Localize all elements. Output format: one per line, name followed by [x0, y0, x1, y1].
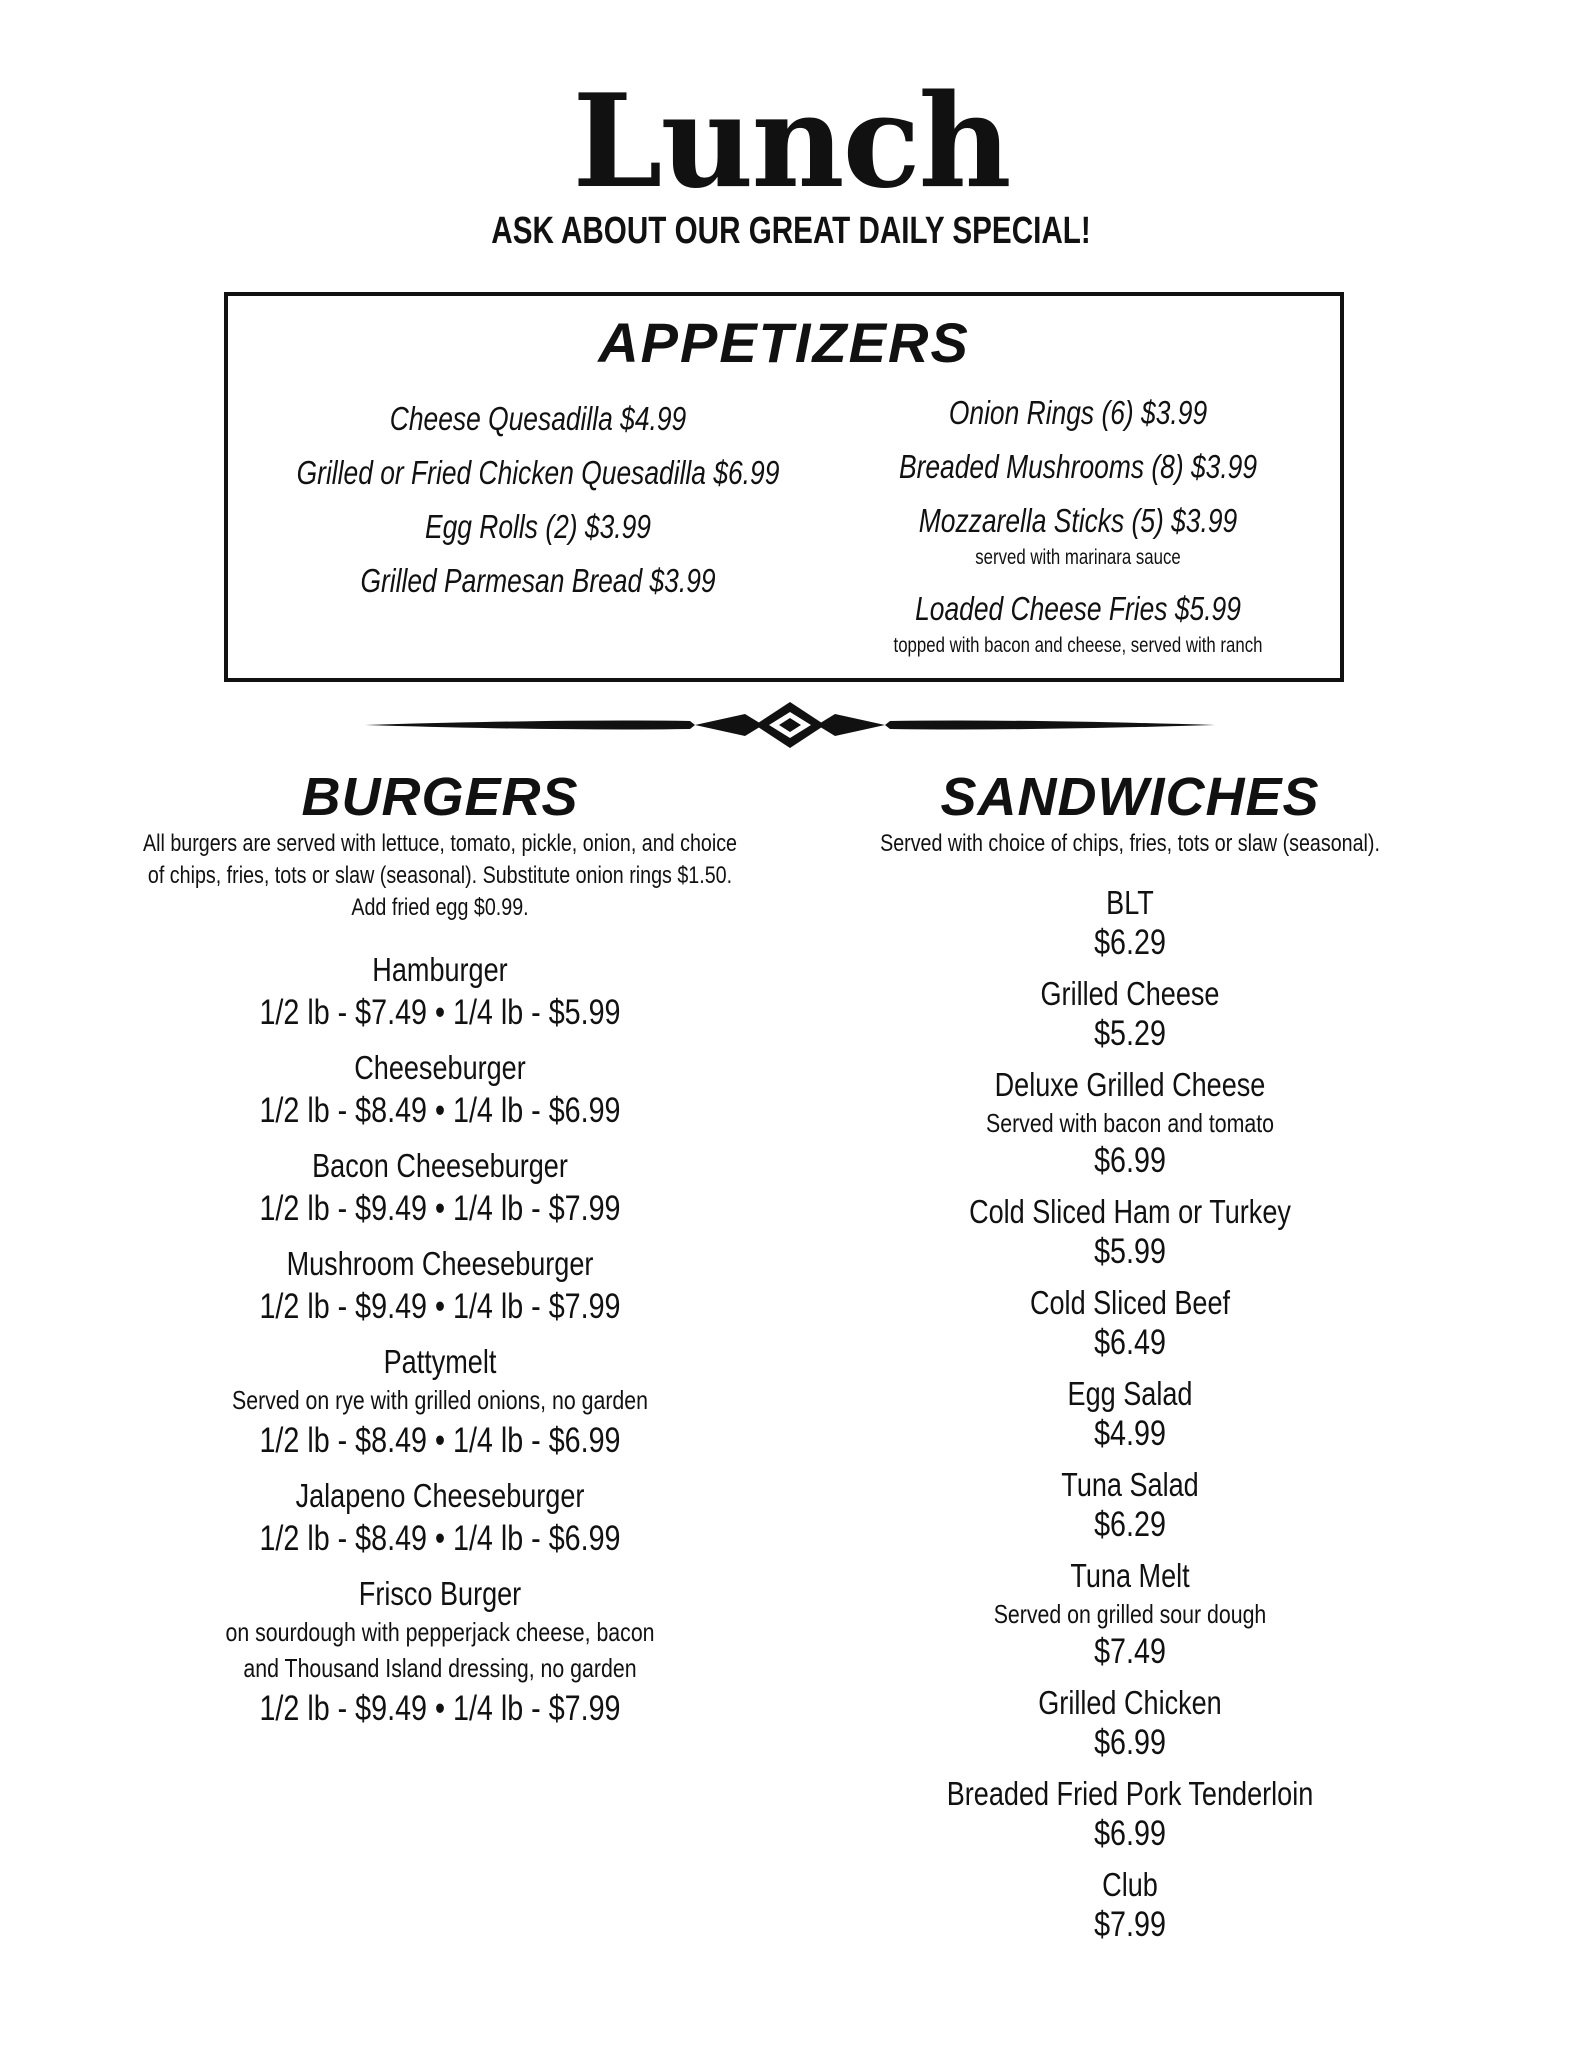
burger-price: 1/2 lb - $7.49 • 1/4 lb - $5.99 [259, 993, 621, 1032]
burger-item [100, 1476, 780, 1562]
appetizer-item: Grilled Parmesan Bread $3.99 [360, 562, 716, 599]
burger-note: on sourdough with pepperjack cheese, bacon [225, 1617, 655, 1647]
burger-item [100, 1244, 780, 1330]
appetizer-item: Mozzarella Sticks (5) $3.99 [918, 502, 1238, 539]
appetizer-item: Grilled or Fried Chicken Quesadilla $6.99 [296, 454, 780, 491]
sandwich-price: $6.49 [1094, 1323, 1166, 1362]
appetizers-left-column [228, 392, 848, 608]
sandwich-price: $6.99 [1094, 1723, 1166, 1762]
sandwich-price: $7.99 [1094, 1905, 1166, 1944]
appetizers-heading: APPETIZERS [598, 311, 970, 374]
sandwiches-list [790, 883, 1470, 1956]
burger-price: 1/2 lb - $9.49 • 1/4 lb - $7.99 [259, 1287, 621, 1326]
appetizer-note: topped with bacon and cheese, served with ranch [893, 634, 1263, 657]
sandwich-price: $6.99 [1094, 1141, 1166, 1180]
appetizers-box [224, 292, 1344, 682]
sandwich-price: $5.99 [1094, 1232, 1166, 1271]
appetizer-note: served with marinara sauce [975, 546, 1181, 569]
burger-price: 1/2 lb - $8.49 • 1/4 lb - $6.99 [259, 1519, 621, 1558]
burger-note: and Thousand Island dressing, no garden [243, 1653, 637, 1683]
sandwich-name: Cold Sliced Ham or Turkey [969, 1193, 1291, 1230]
sandwich-item [790, 1283, 1470, 1363]
sandwich-item [790, 1865, 1470, 1945]
sandwich-item [790, 1192, 1470, 1272]
burgers-description-line: Add fried egg $0.99. [351, 894, 529, 921]
burger-item [100, 1574, 780, 1732]
burger-note: Served on rye with grilled onions, no garden [232, 1385, 648, 1415]
burgers-description-line: of chips, fries, tots or slaw (seasonal). Substitute onion rings $1.50. [147, 862, 733, 889]
burgers-description [112, 828, 768, 924]
sandwich-price: $6.29 [1094, 1505, 1166, 1544]
burger-name: Mushroom Cheeseburger [286, 1245, 594, 1282]
sandwich-item [790, 883, 1470, 963]
sandwich-item [790, 1465, 1470, 1545]
burgers-description-line: All burgers are served with lettuce, tomato, pickle, onion, and choice [142, 830, 737, 857]
sandwich-note: Served with bacon and tomato [986, 1108, 1274, 1138]
sandwich-name: Deluxe Grilled Cheese [994, 1066, 1266, 1103]
burger-item [100, 950, 780, 1036]
sandwich-name: Club [1102, 1866, 1158, 1903]
burger-price: 1/2 lb - $9.49 • 1/4 lb - $7.99 [259, 1189, 621, 1228]
burger-price: 1/2 lb - $9.49 • 1/4 lb - $7.99 [259, 1689, 621, 1728]
burger-price: 1/2 lb - $8.49 • 1/4 lb - $6.99 [259, 1421, 621, 1460]
appetizer-item: Cheese Quesadilla $4.99 [389, 400, 687, 437]
sandwich-name: Grilled Chicken [1038, 1684, 1222, 1721]
burger-name: Frisco Burger [358, 1575, 522, 1612]
sandwich-item [790, 1374, 1470, 1454]
appetizer-item: Egg Rolls (2) $3.99 [425, 508, 651, 545]
page-title: Lunch [572, 67, 1010, 217]
decorative-divider [365, 700, 1215, 750]
appetizer-item: Onion Rings (6) $3.99 [948, 394, 1208, 431]
burgers-list [100, 950, 780, 1744]
burger-item [100, 1146, 780, 1232]
sandwiches-description: Served with choice of chips, fries, tots or slaw (seasonal). [880, 830, 1380, 857]
sandwich-name: Egg Salad [1067, 1375, 1193, 1412]
sandwich-price: $6.99 [1094, 1814, 1166, 1853]
sandwich-name: Cold Sliced Beef [1029, 1284, 1231, 1321]
burger-price: 1/2 lb - $8.49 • 1/4 lb - $6.99 [259, 1091, 621, 1130]
sandwich-note: Served on grilled sour dough [993, 1599, 1267, 1629]
sandwich-price: $6.29 [1094, 923, 1166, 962]
sandwich-name: Tuna Salad [1061, 1466, 1199, 1503]
sandwich-item [790, 974, 1470, 1054]
sandwiches-heading: SANDWICHES [940, 767, 1320, 827]
sandwich-name: Breaded Fried Pork Tenderloin [946, 1775, 1314, 1812]
burger-item [100, 1048, 780, 1134]
appetizers-right-column [828, 386, 1328, 670]
sandwich-price: $5.29 [1094, 1014, 1166, 1053]
burger-item [100, 1342, 780, 1464]
appetizer-item: Breaded Mushrooms (8) $3.99 [898, 448, 1258, 485]
sandwich-name: Tuna Melt [1070, 1557, 1190, 1594]
sandwich-item [790, 1065, 1470, 1181]
daily-special-banner: ASK ABOUT OUR GREAT DAILY SPECIAL! [491, 210, 1091, 252]
sandwich-item [790, 1683, 1470, 1763]
burger-name: Pattymelt [383, 1343, 497, 1380]
burger-name: Jalapeno Cheeseburger [295, 1477, 585, 1514]
sandwich-item [790, 1556, 1470, 1672]
burger-name: Bacon Cheeseburger [312, 1147, 568, 1184]
sandwich-price: $7.49 [1094, 1632, 1166, 1671]
sandwich-name: Grilled Cheese [1040, 975, 1220, 1012]
burger-name: Cheeseburger [354, 1049, 526, 1086]
sandwich-item [790, 1774, 1470, 1854]
sandwich-price: $4.99 [1094, 1414, 1166, 1453]
appetizer-item: Loaded Cheese Fries $5.99 [915, 590, 1241, 627]
sandwich-name: BLT [1106, 884, 1154, 921]
burger-name: Hamburger [372, 951, 508, 988]
burgers-heading: BURGERS [301, 767, 579, 827]
